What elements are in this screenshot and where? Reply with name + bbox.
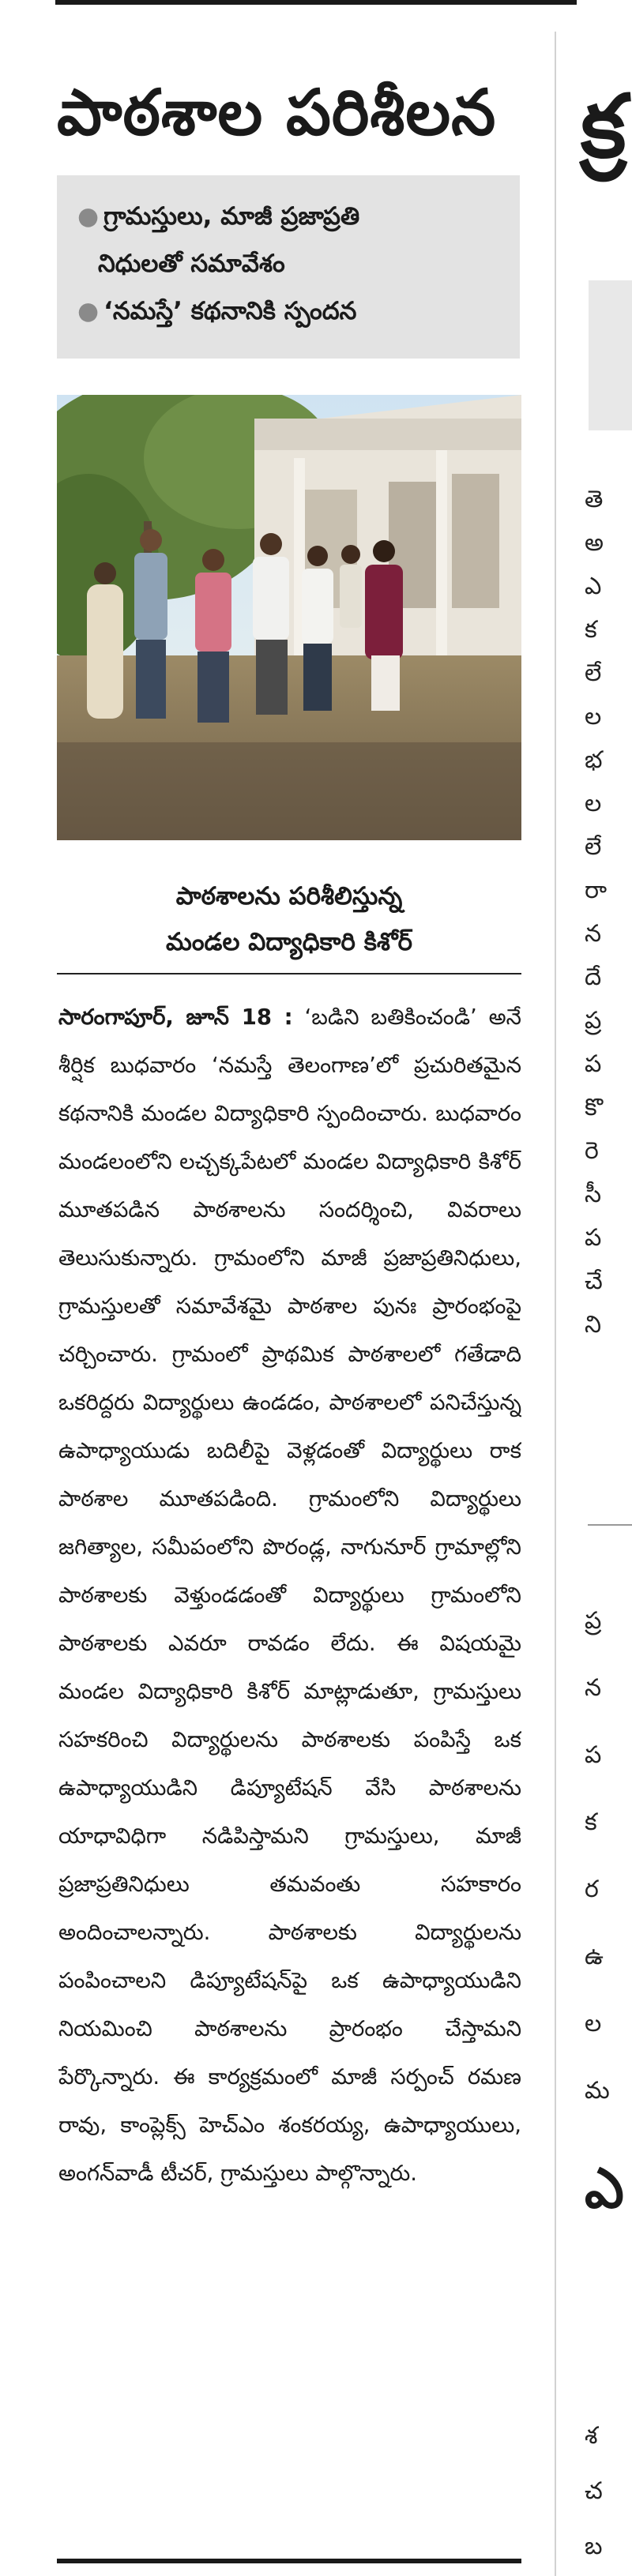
line: లే <box>585 833 602 861</box>
line: ల <box>585 790 602 817</box>
body-text: ‘బడిని బతికించండి’ అనే శీర్షిక బుధవారం ‘నమస్తే తెలంగాణ’లో ప్రచురితమైన కథనానికి మండల విద్యాధికారి స్పందించారు. బుధవారం మండలంలోని లచ్చక్కపేటలో మండల విద్యాధికారి కిశోర్ మూతపడిన పాఠశాలను సందర్శించి, వివరాలు తెలుసుకున్నారు. గ్రామంలోని మాజీ ప్రజాప్రతినిధులు, గ్రామస్తులతో సమావేశమై పాఠశాల పునః ప్రారంభంపై చర్చించారు. గ్రామంలో ప్రాథమిక పాఠశాలలో గతేడాది ఒకరిద్దరు విద్యార్థులు ఉండడం, పాఠశాలలో పనిచేస్తున్న ఉపాధ్యాయుడు బదిలీపై వెళ్లడంతో విద్యార్థులు రాక పాఠశాల మూతపడింది. గ్రామంలోని విద్యార్థులు జగిత్యాల, సమీపంలోని పొరండ్ల, నాగునూర్ గ్రామాల్లోని పాఠశాలకు వెళ్తుండడంతో విద్యార్థులు గ్రామంలోని పాఠశాలకు ఎవరూ రావడం లేదు. ఈ విషయమై మండల విద్యాధికారి కిశోర్ మాట్లాడుతూ, గ్రామస్తులు సహకరించి విద్యార్థులను పాఠశాలకు పంపిస్తే ఒక ఉపాధ్యాయుడిని డిప్యూటేషన్ వేసి పాఠశాలను యాధావిధిగా నడిపిస్తామని గ్రామస్తులు, మాజీ ప్రజాప్రతినిధులు తమవంతు సహకారం అందించాలన్నారు. పాఠశాలకు విద్యార్థులను పంపించాలని డిప్యూటేషన్‌పై ఒక ఉపాధ్యాయుడిని నియమించి పాఠశాలను ప్రారంభం చేస్తామని పేర్కొన్నారు. ఈ కార్యక్రమంలో మాజీ సర్పంచ్ రమణ రావు, కాంప్లెక్స్ హెచ్‌ఎం శంకరయ్య, ఉపాధ్యాయులు, అంగన్‌వాడీ టీచర్, గ్రామస్తులు పాల్గొన్నారు. <box>58 1004 521 2186</box>
line: దే <box>585 963 602 991</box>
column-divider <box>555 32 556 2576</box>
line: ప <box>585 1050 602 1078</box>
right-column-subhead-fragment: ఎ <box>585 2156 624 2221</box>
line: న <box>585 1674 602 1702</box>
highlight-item: ● గ్రామస్తులు, మాజీ ప్రజాప్రతి <box>77 202 360 231</box>
line: క <box>585 1808 597 1836</box>
line: లే <box>585 659 602 687</box>
caption-line-2: మండల విద్యాధికారి కిశోర్ <box>166 928 412 956</box>
article-photo <box>57 395 521 840</box>
line: క <box>585 616 597 644</box>
line: శ <box>585 2422 598 2450</box>
line: ర <box>585 1876 599 1903</box>
line: అ <box>585 529 604 557</box>
line: న <box>585 920 602 948</box>
right-column-text-end <box>585 2409 603 2574</box>
line: చే <box>585 1267 603 1295</box>
photo-illustration <box>57 395 521 840</box>
line: ప్ర <box>585 1607 602 1635</box>
bullet-icon: ● <box>77 297 100 325</box>
right-column-highlight-box <box>589 280 632 430</box>
line: ఎ <box>585 573 602 600</box>
right-column-text-top <box>585 478 607 1346</box>
highlight-item-continued: నిధులతో సమావేశం <box>98 250 285 278</box>
line: సీ <box>585 1181 602 1208</box>
right-column-separator <box>588 1524 632 1526</box>
line: కొ <box>585 1094 604 1121</box>
bottom-rule <box>57 2559 521 2563</box>
caption-divider <box>57 973 521 974</box>
line: చ <box>585 2477 603 2505</box>
line: ల <box>585 703 602 730</box>
line: రా <box>585 877 608 904</box>
line: ప <box>585 1741 602 1769</box>
highlight-item: ● ‘నమస్తే’ కథనానికి స్పందన <box>77 297 357 325</box>
bullet-icon: ● <box>77 202 100 231</box>
article-body <box>58 993 521 2541</box>
line: ఉ <box>585 1943 604 1970</box>
right-column-text-bottom <box>585 1587 610 2124</box>
article-headline: పాఠశాల పరిశీలన <box>57 76 497 149</box>
caption-line-1: పాఠశాలను పరిశీలిస్తున్న <box>175 882 403 911</box>
line: భ <box>585 746 603 774</box>
line: రె <box>585 1137 599 1165</box>
line: ప్ర <box>585 1007 602 1035</box>
line: మ <box>585 2077 610 2105</box>
right-column-headline-fragment: క్ర <box>581 76 626 177</box>
top-rule <box>55 0 577 5</box>
line: ని <box>585 1311 602 1339</box>
dateline: సారంగాపూర్, జూన్ 18 : <box>58 1004 293 1030</box>
line: బ <box>585 2533 603 2560</box>
photo-caption <box>57 873 521 965</box>
line: ల <box>585 2010 602 2037</box>
line: ప <box>585 1224 602 1252</box>
highlights-box <box>57 175 520 359</box>
line: తె <box>585 486 604 513</box>
